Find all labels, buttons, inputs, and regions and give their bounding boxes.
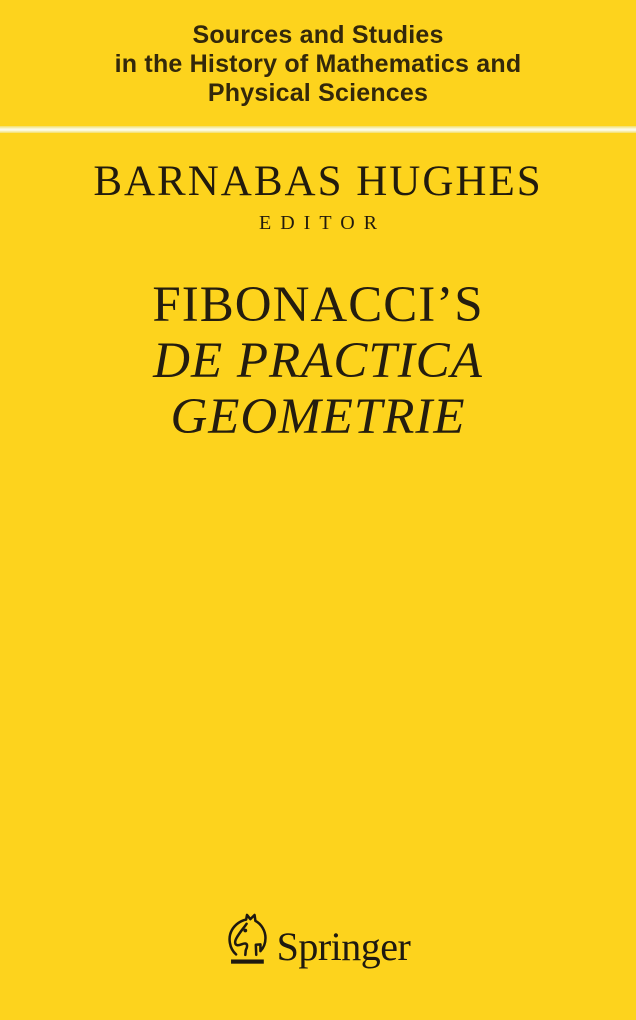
book-title-line-3: GEOMETRIE [170, 389, 466, 445]
series-line-1: Sources and Studies [192, 21, 444, 49]
editor-name: BARNABAS HUGHES [93, 158, 543, 205]
publisher-name: Springer [276, 924, 411, 969]
book-title-line-2: DE PRACTICA [153, 333, 483, 389]
series-line-2: in the History of Mathematics and [114, 50, 522, 78]
book-title-line-1: FIBONACCI’S [152, 277, 484, 333]
springer-knight-icon [226, 912, 268, 970]
editor-role-label: EDITOR [259, 212, 386, 234]
series-title [0, 21, 636, 108]
publisher-logo [0, 912, 636, 970]
divider-line [0, 126, 636, 133]
series-line-3: Physical Sciences [207, 79, 429, 107]
book-title [0, 277, 636, 445]
